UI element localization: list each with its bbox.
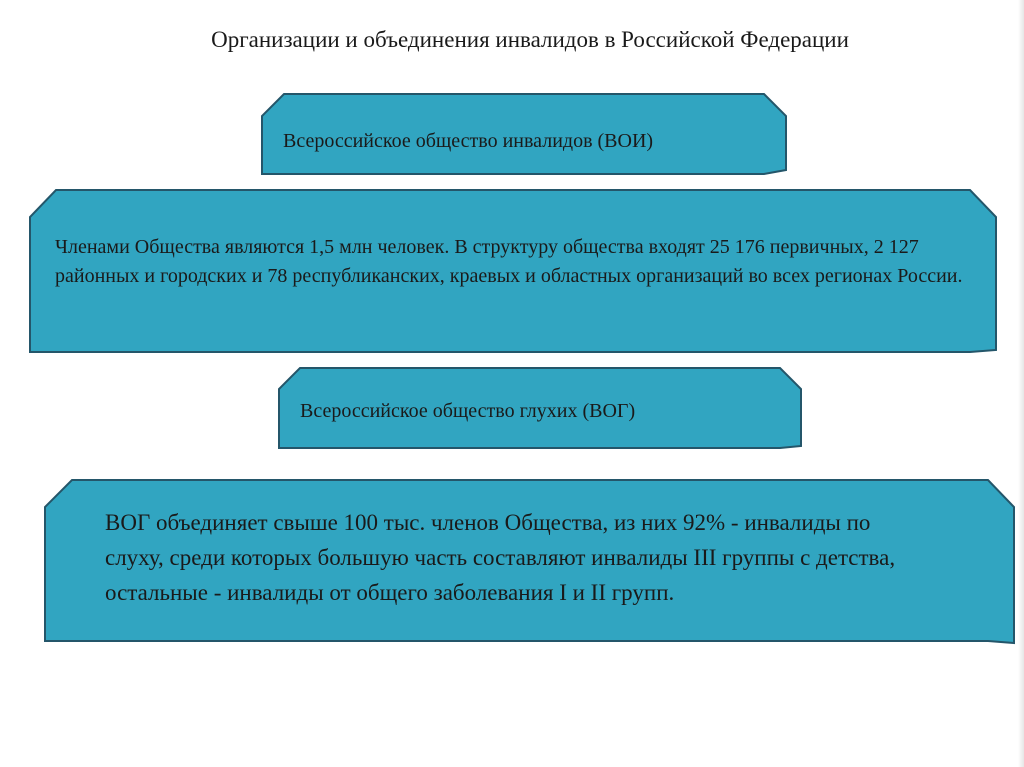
- slide-title: Организации и объединения инвалидов в Российской Федерации: [211, 27, 849, 52]
- box-vog-info-text: ВОГ объединяет свыше 100 тыс. членов Общества, из них 92% - инвалиды по слуху, среди которых большую часть составляют инвалиды III группы с детства, остальные - инвалиды от общего заболевания I и II групп.: [105, 510, 896, 605]
- box-voi-text: Всероссийское общество инвалидов (ВОИ): [283, 130, 654, 152]
- box-vog-text: Всероссийское общество глухих (ВОГ): [300, 400, 636, 422]
- box-voi-info-text: Членами Общества являются 1,5 млн человек. В структуру общества входят 25 176 первичных, 2 127 районных и городских и 78 республиканских, краевых и областных организаций во всех регионах России.: [55, 236, 963, 287]
